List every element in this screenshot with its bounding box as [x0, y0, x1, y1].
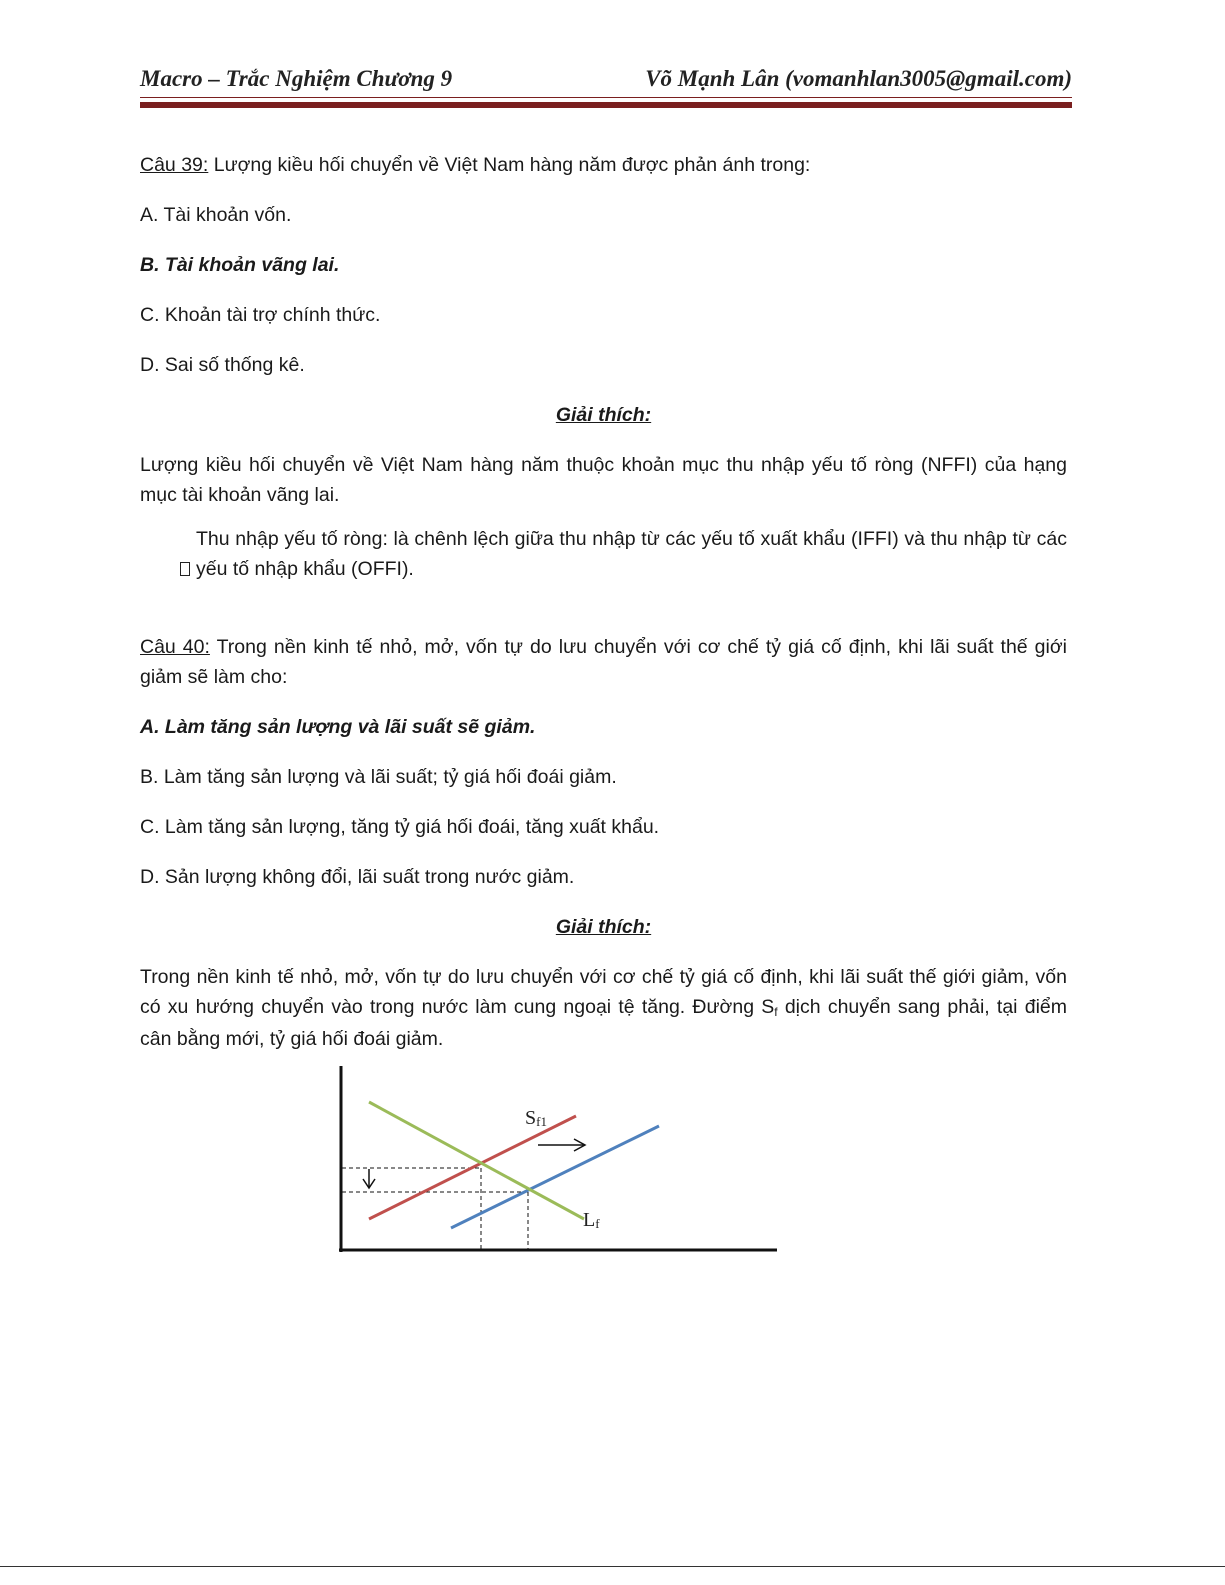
label-sf1: Sf1: [525, 1107, 547, 1129]
q39-bullet: [140, 524, 1067, 584]
q40-explanation-part1: Trong nền kinh tế nhỏ, mở, vốn tự do lưu chuyển với cơ chế tỷ giá cố định, khi lãi suất thế giới giảm, vốn có xu hướng chuyển vào trong nước làm cung ngoại tệ tăng. Đường S: [140, 966, 1067, 1018]
header-title: Macro – Trắc Nghiệm Chương 9: [140, 66, 453, 91]
q39-bullet-text: Thu nhập yếu tố ròng: là chênh lệch giữa thu nhập từ các yếu tố xuất khẩu (IFFI) và thu nhập từ các yếu tố nhập khẩu (OFFI).: [196, 528, 1067, 580]
document-body: [140, 150, 1067, 1054]
q39-explain-title: Giải thích:: [555, 404, 652, 426]
q39-option-a: A. Tài khoản vốn.: [140, 204, 292, 226]
q40-question-text: Trong nền kinh tế nhỏ, mở, vốn tự do lưu chuyển với cơ chế tỷ giá cố định, khi lãi suất thế giới giảm sẽ làm cho:: [140, 636, 1067, 688]
q40-option-a-correct: A. Làm tăng sản lượng và lãi suất sẽ giảm.: [140, 716, 536, 738]
q40-explanation-subscript: f: [774, 1005, 778, 1019]
supply-curve-shifted: [451, 1126, 659, 1228]
q40-explanation: [140, 962, 1067, 1054]
page-bottom-rule: [0, 1566, 1225, 1567]
q40-explain-title: Giải thích:: [555, 916, 652, 938]
header-author: Võ Mạnh Lân (vomanhlan3005@gmail.com): [645, 66, 1072, 91]
header-rule-thin: [140, 97, 1072, 98]
q39-explanation: Lượng kiều hối chuyển về Việt Nam hàng năm thuộc khoản mục thu nhập yếu tố ròng (NFFI) của hạng mục tài khoản vãng lai.: [140, 454, 1067, 506]
page-header: [140, 60, 1072, 94]
q40-option-b: B. Làm tăng sản lượng và lãi suất; tỷ giá hối đoái giảm.: [140, 766, 617, 788]
q39-label: Câu 39:: [140, 154, 209, 176]
q39-question: [140, 150, 1067, 180]
q40-option-c: C. Làm tăng sản lượng, tăng tỷ giá hối đoái, tăng xuất khẩu.: [140, 816, 660, 838]
q40-option-d: D. Sản lượng không đổi, lãi suất trong nước giảm.: [140, 866, 575, 888]
label-lf: Lf: [583, 1209, 600, 1231]
q39-option-b-correct: B. Tài khoản vãng lai.: [140, 254, 340, 276]
q40-question: [140, 632, 1067, 692]
q40-label: Câu 40:: [140, 636, 210, 658]
q39-question-text: Lượng kiều hối chuyển về Việt Nam hàng năm được phản ánh trong:: [213, 154, 811, 176]
header-rule-thick: [140, 102, 1072, 108]
bullet-square-icon: [180, 562, 190, 576]
q40-explanation-part2: dịch chuyển sang phải, tại điểm cân bằng mới, tỷ giá hối đoái giảm.: [140, 996, 1067, 1050]
q39-option-c: C. Khoản tài trợ chính thức.: [140, 304, 381, 326]
q39-option-d: D. Sai số thống kê.: [140, 354, 305, 376]
forex-market-diagram: [330, 1062, 790, 1262]
